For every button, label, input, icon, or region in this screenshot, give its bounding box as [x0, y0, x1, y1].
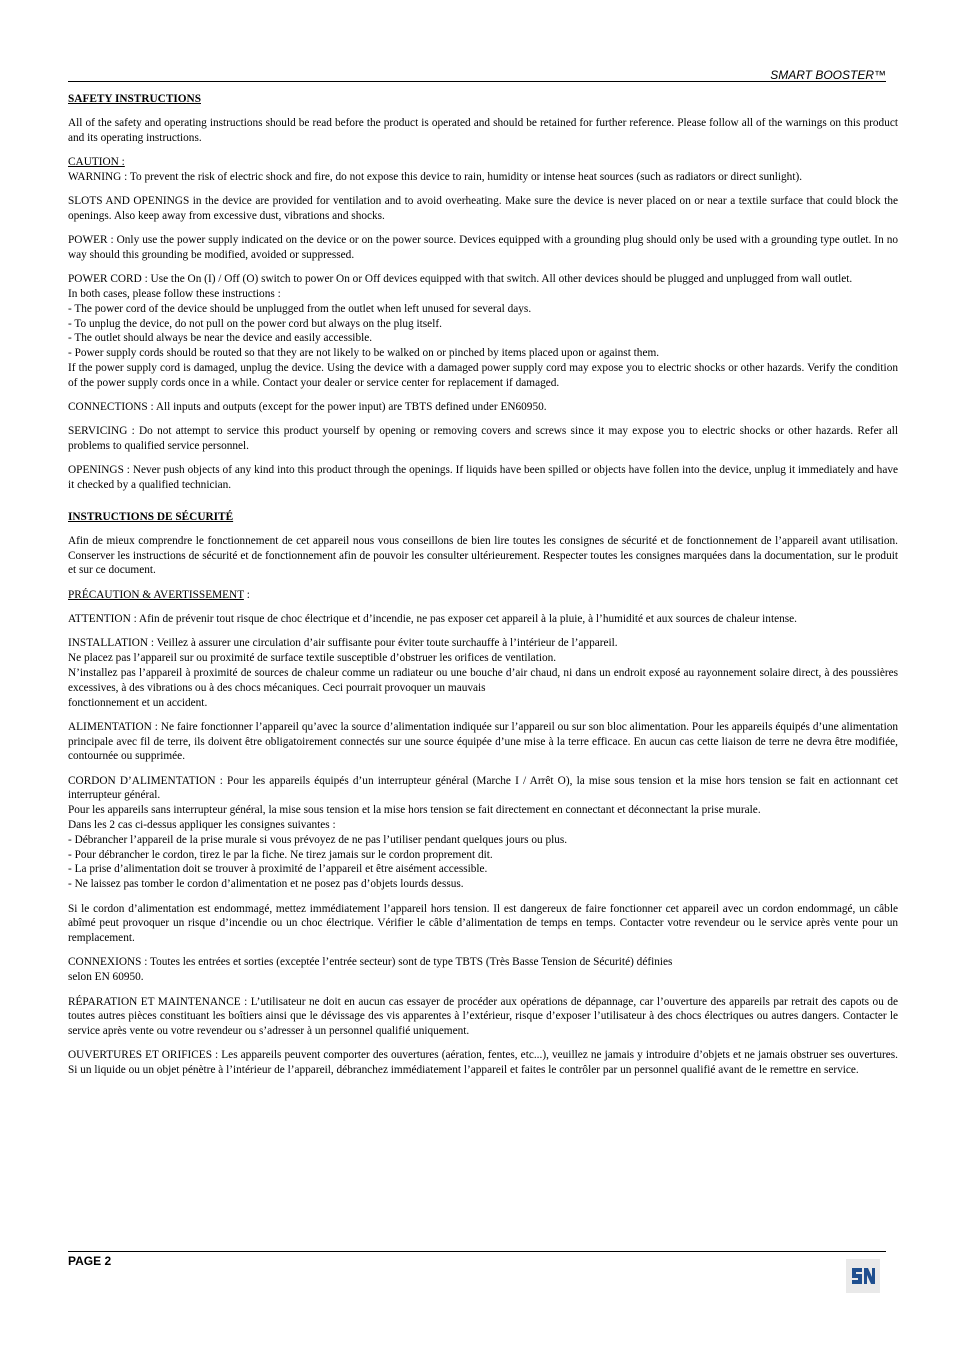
power-cord-text: POWER CORD : Use the On (I) / Off (O) switch to power On or Off devices equipped with that switch. All other devices should be plugged and unplugged from wall outlet.: [68, 273, 853, 286]
caution-block: [68, 155, 898, 170]
paragraph-reparation: RÉPARATION ET MAINTENANCE : L’utilisateur ne doit en aucun cas essayer de procéder aux opérations de dépannage, car l’ouverture des appareils par retrait des capots ou de toutes autres pièces constituant les boîtiers ainsi que le dévissage des vis apparentes à l’extérieur, risque d’exposer l’utilisateur à des chocs électriques ou autres dangers. Contacter le service après vente ou votre revendeur ou s’adresser à un personnel qualifié uniquement.: [68, 995, 898, 1038]
sn-logo-icon: [846, 1259, 880, 1293]
installation-line: INSTALLATION : Veillez à assurer une circulation d’air suffisante pour éviter toute surchauffe à l’intérieur de l’appareil.: [68, 637, 618, 650]
document-body: [68, 92, 898, 1088]
paragraph-servicing: SERVICING : Do not attempt to service this product yourself by opening or removing covers and screws since it may expose you to electric shocks or other hazards. Refer all problems to qualified service personnel.: [68, 425, 898, 453]
header-rule: [68, 81, 886, 82]
paragraph-cordon-damaged: Si le cordon d’alimentation est endommagé, mettez immédiatement l’appareil hors tension. Il est dangereux de faire fonctionner cet appareil avec un cordon endommagé, un câble abîmé peut provoquer un risque d’incendie ou un choc électrique. Vérifier le câble d’alimentation de temps en temps. Contacter votre revendeur ou le service après vente pour un remplacement.: [68, 902, 898, 945]
installation-line: Ne placez pas l’appareil sur ou proximité de surface textile susceptible d’obstruer les orifices de ventilation.: [68, 652, 557, 665]
footer-rule: [68, 1251, 886, 1252]
list-item: - Débrancher l’appareil de la prise murale si vous prévoyez de ne pas l’utiliser pendant quelques jours ou plus.: [68, 833, 568, 846]
list-item: - La prise d’alimentation doit se trouver à proximité de l’appareil et être aisément accessible.: [68, 863, 488, 876]
paragraph-power-cord: [68, 272, 898, 390]
installation-line: N’installez pas l’appareil à proximité de sources de chaleur comme un radiateur ou une bouche d’air chaud, ni dans un endroit exposé au rayonnement solaire direct, à des poussières excessives, à des vibrations ou à des chocs mécaniques. Ceci pourrait provoquer un mauvais: [68, 666, 898, 694]
paragraph-intro-en: All of the safety and operating instructions should be read before the product is operated and should be retained for further reference. Please follow all of the warnings on this product and its operating instructions.: [68, 116, 898, 144]
list-item: - The outlet should always be near the device and easily accessible.: [68, 332, 373, 345]
paragraph-ouvertures: OUVERTURES ET ORIFICES : Les appareils peuvent comporter des ouvertures (aération, fentes, etc...), veuillez ne jamais y introduire d’objets et ne jamais obstruer ses ouvertures. Si un liquide ou un objet pénètre à l’intérieur de l’appareil, débranchez immédiatement l’appareil et faites le contrôler par un personnel qualifié avant de le remettre en service.: [68, 1049, 898, 1077]
power-cord-intro: In both cases, please follow these instructions :: [68, 287, 281, 300]
paragraph-cordon: [68, 774, 898, 892]
cordon-line: Pour les appareils sans interrupteur général, la mise sous tension et la mise hors tension se fait directement en connectant et déconnectant la prise murale.: [68, 804, 761, 817]
list-item: - Pour débrancher le cordon, tirez le par la fiche. Ne tirez jamais sur le cordon proprement dit.: [68, 848, 493, 861]
list-item: - Ne laissez pas tomber le cordon d’alimentation et ne posez pas d’objets lourds dessus.: [68, 878, 464, 891]
section-heading-en: SAFETY INSTRUCTIONS: [68, 93, 201, 105]
page-number: PAGE 2: [68, 1254, 112, 1268]
header-title: SMART BOOSTER™: [770, 68, 886, 82]
connexions-line: selon EN 60950.: [68, 971, 144, 984]
list-item: - Power supply cords should be routed so that they are not likely to be walked on or pinched by items placed upon or against them.: [68, 347, 660, 360]
paragraph-warning: WARNING : To prevent the risk of electric shock and fire, do not expose this device to rain, humidity or intense heat sources (such as radiators or direct sunlight).: [68, 170, 803, 183]
section-heading-fr: INSTRUCTIONS DE SÉCURITÉ: [68, 511, 234, 524]
precaution-label: PRÉCAUTION & AVERTISSEMENT: [68, 588, 244, 601]
connexions-line: CONNEXIONS : Toutes les entrées et sorties (exceptée l’entrée secteur) sont de type TBTS (Très Basse Tension de Sécurité) définies: [68, 956, 673, 969]
paragraph-installation: [68, 636, 898, 710]
list-item: - The power cord of the device should be unplugged from the outlet when left unused for several days.: [68, 302, 532, 315]
paragraph-intro-fr: Afin de mieux comprendre le fonctionnement de cet appareil nous vous conseillons de bien lire toutes les consignes de sécurité et de fonctionnement de l’appareil avant utilisation. Conserver les instructions de sécurité et de fonctionnement afin de pouvoir les consulter ultérieurement. Respecter toutes les consignes marquées dans la documentation, sur le produit et sur ce document.: [68, 534, 898, 577]
paragraph-openings: OPENINGS : Never push objects of any kind into this product through the openings. If liquids have been spilled or objects have follen into the device, unplug it immediately and have it checked by a qualified technician.: [68, 464, 898, 492]
paragraph-alimentation: ALIMENTATION : Ne faire fonctionner l’appareil qu’avec la source d’alimentation indiquée sur l’appareil ou sur son bloc alimentation. Pour les appareils équipés d’une alimentation principale avec fil de terre, ils doivent être obligatoirement connectés sur une source équipée d’une mise à la terre efficace. En aucun cas cette liaison de terre ne devra être modifiée, contournée ou supprimée.: [68, 720, 898, 763]
power-cord-damaged: If the power supply cord is damaged, unplug the device. Using the device with a damaged power supply cord may expose you to electric shocks or other hazards. Verify the condition of the power supply cords once in a while. Contact your dealer or service center for replacement if damaged.: [68, 361, 898, 389]
paragraph-connexions: [68, 955, 898, 985]
paragraph-power: POWER : Only use the power supply indicated on the device or on the power source. Devices equipped with a grounding plug should only be used with a grounding type outlet. In no way should this grounding be modified, avoided or suppressed.: [68, 234, 898, 261]
precaution-suffix: :: [243, 588, 250, 601]
installation-line: fonctionnement et un accident.: [68, 696, 208, 709]
caution-label: CAUTION :: [68, 155, 125, 168]
sn-logo-graphic: [846, 1259, 880, 1293]
list-item: - To unplug the device, do not pull on the power cord but always on the plug itself.: [68, 317, 442, 330]
precaution-block: [68, 588, 898, 603]
cordon-line: Dans les 2 cas ci-dessus appliquer les consignes suivantes :: [68, 819, 336, 832]
paragraph-connections: CONNECTIONS : All inputs and outputs (except for the power input) are TBTS defined under EN60950.: [68, 401, 547, 414]
paragraph-slots: SLOTS AND OPENINGS in the device are provided for ventilation and to avoid overheating. Make sure the device is never placed on or near a textile surface that could block the openings. Also keep away from excessive dust, vibrations and shocks.: [68, 194, 898, 222]
cordon-text: CORDON D’ALIMENTATION : Pour les appareils équipés d’un interrupteur général (Marche I / Arrêt O), la mise sous tension et la mise hors tension se fait en actionnant cet interrupteur général.: [68, 774, 898, 802]
paragraph-attention: ATTENTION : Afin de prévenir tout risque de choc électrique et d’incendie, ne pas exposer cet appareil à la pluie, à l’humidité et aux sources de chaleur intense.: [68, 613, 797, 626]
